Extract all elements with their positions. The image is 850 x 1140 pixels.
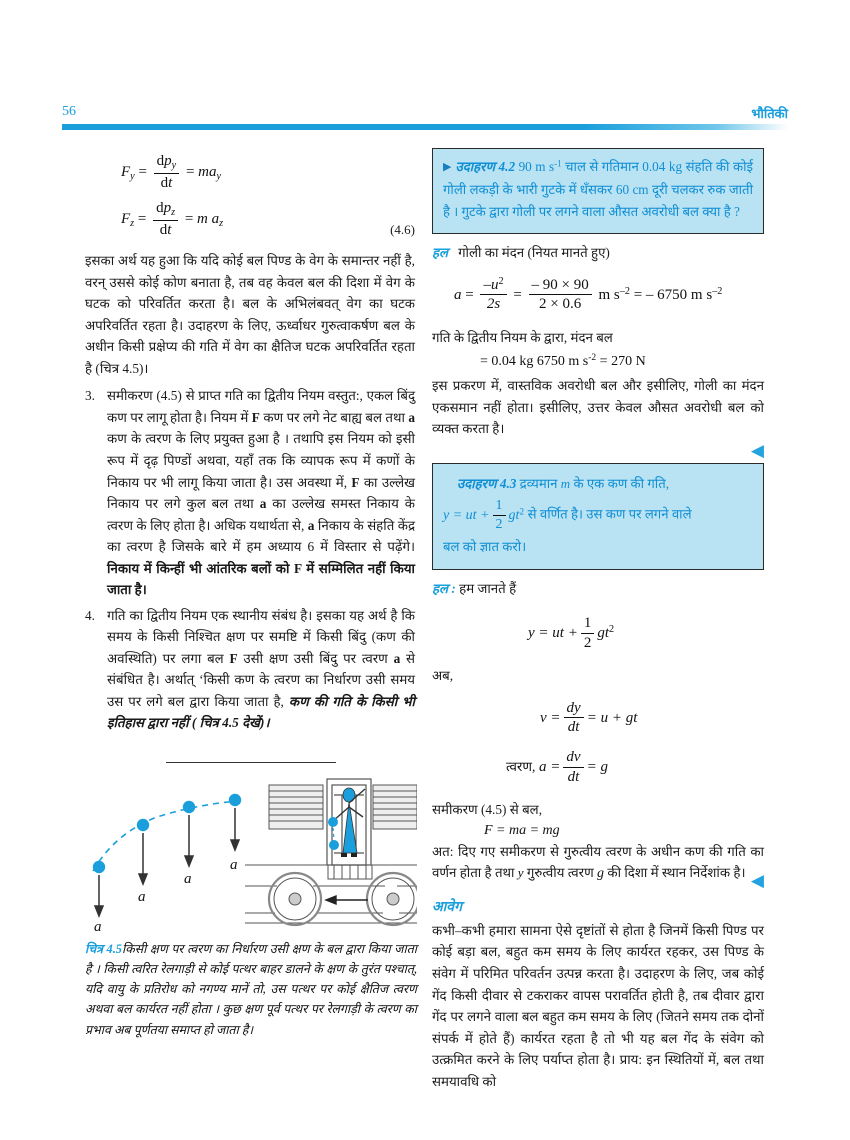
solution-4-3-intro-text: हम जानते हैं	[459, 581, 517, 597]
figure-number: चित्र 4.5	[85, 942, 123, 957]
solution-4-3-now: अब,	[432, 668, 454, 684]
header-rule	[62, 124, 788, 130]
solution-4-2-intro-text: गोली का मंदन (नियत मानते हुए)	[458, 245, 610, 261]
symbol-g: g	[597, 866, 605, 882]
figure-caption-text: किसी क्षण पर त्वरण का निर्धारण उसी क्षण के बल द्वारा किया जाता है । किसी त्वरित रेलगाड़ी से कोई पत्थर बाहर डालने के क्षण के तुरंत पश्चात्, यदि वायु के प्रतिरोध को नगण्य मानें तो, उस पत्थर पर कोई क्षैतिज त्वरण अथवा बल कार्यरत नहीं होता । कुछ क्षण पूर्व पत्थर पर रेलगाड़ी के त्वरण का प्रभाव अब पूर्णतया समाप्त हो जाता है।	[85, 942, 417, 1037]
solution-4-2-intro	[432, 242, 764, 264]
example-4-3-end-marker: ◀	[750, 870, 764, 890]
example-4-2-body-1: 90 m s	[518, 159, 555, 174]
right-column	[432, 148, 764, 1094]
solution-4-2-equation: a = $\frac{-u^2}{2s}$ = $\frac{- 90 \times 90}{2 \times 0.6}$ m $s^{-2}$ = – 6750 m $s^{-2}$	[454, 275, 723, 313]
symbol-F: F	[351, 474, 360, 490]
list-item-3-text-c: कण के त्वरण के लिए प्रयुक्त हुआ है । तथापि इस नियम को इसी रूप में दृढ़ पिण्डों अथवा, यहाँ तक कि व्यापक रूप में कणों के निकाय पर भी लागू किया जाता है। उस अवस्था में,	[107, 431, 415, 490]
example-4-2-end-marker: ◀	[750, 440, 764, 460]
example-4-2-unit-exp: -1	[554, 158, 562, 169]
thrown-stone-1	[328, 817, 338, 827]
example-4-3-equation: y = ut + $\frac{1}{2}$ $gt^2$	[443, 498, 525, 532]
example-4-3-body-3: से वर्णित है। उस कण पर लगने वाले	[527, 506, 692, 522]
solution-4-2-law-line: गति के द्वितीय नियम के द्वारा, मंदन बल	[432, 329, 613, 345]
symbol-a: a	[393, 650, 401, 666]
solution-4-3-closing	[432, 841, 764, 886]
list-item-3-text-b: कण पर लगे नेट बाह्य बल तथा	[259, 409, 409, 425]
stone-ball-4	[229, 794, 241, 806]
page-number: 56	[62, 104, 76, 119]
list-item-4	[85, 605, 415, 734]
numbered-list	[85, 385, 415, 734]
book-title: भौतिकी	[751, 106, 788, 121]
equation-4-6	[85, 152, 415, 240]
solution-label: हल	[432, 245, 449, 261]
trajectory-path	[93, 801, 238, 874]
accel-label-4: a	[230, 857, 238, 874]
list-item-3-text-e: का उल्लेख समस्त निकाय के त्वरण के लिए होता है। अधिक यथार्थता से,	[107, 496, 415, 533]
accel-arrow-2-head	[139, 874, 147, 884]
example-4-3-body-4: बल को ज्ञात करो।	[443, 538, 527, 554]
figure-4-5-illustration	[85, 773, 417, 933]
list-item-4-emphasis: कण की गति के किसी भी इतिहास द्वारा नहीं ( चित्र 4.5 देखें)।	[107, 693, 415, 731]
example-4-2-body-2: चाल से गतिमान 0.04 kg संहति की कोई गोली लकड़ी के भारी गुटके में धँसकर 60 cm दूरी चलकर रुक जाती है । गुटके द्वारा गोली पर लगने वाला औसत अवरोधी बल क्या है ?	[443, 159, 754, 220]
list-item-3-number: 3.	[85, 388, 95, 404]
list-item-4-text-b: उसी क्षण उसी बिंदु पर त्वरण	[237, 650, 394, 666]
closing-text-a: अत: दिए गए समीकरण से गुरुत्वीय त्वरण के अधीन कण की गति का वर्णन होता है तथा	[432, 843, 764, 881]
example-4-2-label: उदाहरण 4.2	[455, 159, 516, 174]
accel-arrow-1-head	[95, 906, 103, 916]
train-window-left	[269, 785, 323, 829]
accel-arrow-4-head	[231, 840, 239, 850]
example-box-4-3	[432, 463, 764, 571]
list-item-4-text-c: से संबंधित है। अर्थात् ‘किसी कण के त्वरण का निर्धारण उसी समय उस पर लगे बल द्वारा किया जाता है,	[107, 650, 415, 709]
list-item-3	[85, 385, 415, 600]
stone-ball-1	[93, 861, 105, 873]
solution-4-2-closing: इस प्रकरण में, वास्तविक अवरोधी बल और इसीलिए, गोली का मंदन एकसमान नहीं होता। इसीलिए, उत्तर केवल औसत अवरोधी बल को व्यक्त करता है।	[432, 378, 764, 437]
symbol-F: F	[229, 650, 238, 666]
solution-4-3-label: हल :	[432, 581, 456, 597]
equation-4-6-line2: $F_z$ = $\frac{dp_z}{dt}$ = m $a_z$	[121, 200, 224, 238]
list-item-3-bold-a: निकाय में किन्हीं भी आंतरिक बलों को	[107, 560, 295, 576]
figure-caption	[85, 939, 417, 1039]
paragraph-force-velocity: इसका अर्थ यह हुआ कि यदि कोई बल पिण्ड के वेग के समान्तर नहीं है, वरन् उससे कोई कोण बनाता है, तब वह केवल बल की दिशा में वेग के घटक को परिवर्तित करता है। बल के अभिलंबवत् वेग का घटक अपरिवर्तित रहता है। उदाहरण के लिए, ऊर्ध्वाधर गुरुत्वाकर्षण बल के अधीन किसी प्रक्षेप्य की गति में वेग का क्षैतिज घटक अपरिवर्तित रहता है (चित्र 4.5)।	[85, 253, 415, 376]
impulse-paragraph: कभी–कभी हमारा सामना ऐसे दृष्टांतों से होता है जिनमें किसी पिण्ड पर कोई बड़ा बल, बहुत कम समय के लिए कार्यरत रहकर, उस पिण्ड के संवेग में परिमित परिवर्तन उत्पन्न करता है। उदाहरण के लिए, जब कोई गेंद किसी दीवार से टकराकर वापस परावर्तित होती है, तब दीवार द्वारा गेंद पर लगने वाला बल बहुत कम समय के लिए (जितने समय तक दोनों संपर्क में होते हैं) कार्यरत रहता है तो भी यह बल गेंद के संवेग को उत्क्रमित करने के लिए पर्याप्त होता है। प्राय: इन स्थितियों में, बल तथा समयावधि को	[432, 922, 764, 1089]
solution-4-3-equation-3: त्वरण, a = $\frac{dv}{dt}$ = g	[506, 748, 608, 785]
solution-4-3-equation-1: y = ut + $\frac{1}{2}$ $gt^2$	[528, 614, 615, 651]
accel-label-3: a	[184, 871, 192, 888]
symbol-a: a	[307, 517, 315, 533]
thrown-stone-2	[329, 840, 339, 850]
example-4-3-label: उदाहरण 4.3	[457, 475, 517, 491]
left-column	[85, 148, 415, 738]
equation-number-4-6: (4.6)	[390, 222, 415, 238]
symbol-F-bold: F	[294, 560, 302, 576]
list-item-3-text-d: का उल्लेख निकाय पर लगे कुल बल तथा	[107, 474, 416, 512]
list-item-4-number: 4.	[85, 607, 95, 623]
list-item-3-text-a: समीकरण (4.5) से प्राप्त गति का द्वितीय नियम वस्तुत:, एकल बिंदु कण पर लागू होता है। नियम में	[107, 388, 415, 425]
example-box-4-2	[432, 148, 764, 234]
symbol-a: a	[259, 496, 267, 512]
figure-4-5	[85, 762, 417, 1052]
list-item-3-bold-b: में सम्मिलित नहीं किया जाता है।	[107, 560, 415, 598]
symbol-y: y	[517, 865, 524, 881]
figure-divider	[166, 762, 336, 763]
train-direction-arrow	[326, 896, 368, 904]
accel-label-1: a	[94, 919, 102, 934]
train-wheel-right	[367, 873, 417, 925]
page-header	[62, 104, 788, 134]
section-heading-impulse: आवेग	[432, 899, 462, 915]
stone-ball-3	[183, 801, 195, 813]
accel-arrow-3-head	[185, 856, 193, 866]
example-4-3-var-m: m	[560, 475, 571, 491]
solution-4-3-force-eq: F = ma = mg	[484, 822, 560, 838]
equation-4-6-line1: $F_y$ = $\frac{dp_y}{dt}$ = $ma_y$	[121, 153, 222, 191]
list-item-3-text-f: निकाय के संहति केंद्र का त्वरण है जिसके बारे में हम अध्याय 6 में विस्तार से पढ़ेंगे।	[107, 517, 415, 555]
train-wheel-left	[269, 873, 321, 925]
solution-4-3-equation-2: v = $\frac{dy}{dt}$ = u + gt	[540, 699, 638, 736]
example-bullet-icon: ▶	[443, 161, 452, 173]
closing-text-c: की दिशा में स्थान निर्देशांक है।	[604, 865, 746, 881]
closing-text-b: गुरुत्वीय त्वरण	[523, 865, 598, 881]
train-window-right	[373, 785, 417, 829]
stone-ball-2	[137, 819, 149, 831]
solution-4-3-force-from: समीकरण (4.5) से बल,	[432, 802, 543, 818]
solution-4-2-force-line: = 0.04 kg 6750 m $s^{-2} = 270$ N	[480, 352, 646, 369]
example-4-3-body-1: द्रव्यमान	[519, 475, 561, 491]
solution-4-3-intro	[432, 578, 764, 600]
accel-label-2: a	[138, 889, 146, 906]
symbol-F: F	[251, 409, 260, 425]
example-4-3-body-2: के एक कण की गति,	[570, 475, 670, 491]
symbol-a: a	[408, 409, 415, 425]
list-item-4-text-a: गति का द्वितीय नियम एक स्थानीय संबंध है। इसका यह अर्थ है कि समय के किसी निश्चित क्षण पर समष्टि में किसी बिंदु (कण की अवस्थिति) पर लगा बल	[107, 607, 415, 666]
